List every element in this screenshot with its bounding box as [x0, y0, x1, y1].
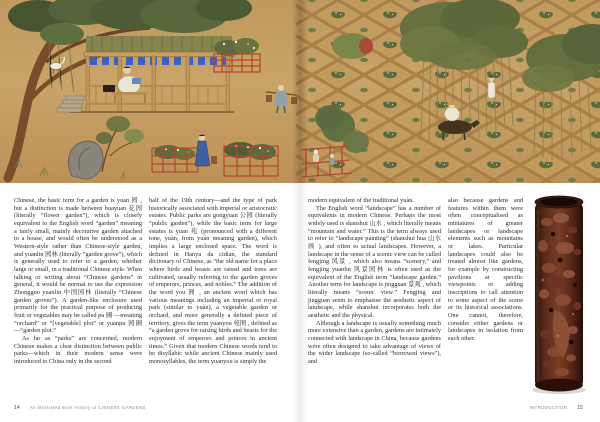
- right-page-footer: [529, 405, 583, 411]
- left-page-column-1: [14, 197, 142, 366]
- figure-in-bamboo: [488, 76, 495, 98]
- garden-painting: [0, 0, 600, 183]
- paragraph: also because gardens and features within them were often conceptualised as miniatures of greater landscapes or landscape elements such as mountains or lakes. Particular landscapes could also be treated almost like gardens, for example by constructing pavilions at specific viewpoints or adding inscriptions to call attention to some aspect of the scene or its historical associations. One cannot, therefore, consider either gardens or landscapes in isolation from each other.: [448, 197, 523, 343]
- page-right: [300, 183, 600, 422]
- garden-rock: [68, 141, 103, 179]
- paragraph: The English word “landscape” has a number of equivalents in modern Chinese. Perhaps the most widely used is shanshui 山水 , which literally means “mountain and water.” This is the term always used to refer to “landscape painting” (shanshui hua 山水画 ), and often to actual landscapes. However, a landscape in the sense of a scenic view can be called fengjing 风景 , which also means “scenery,” and fengjing yuanlin 风景园林 is often used as the equivalent of the English term “landscape garden.” Another term for landscape is jingguan 景观 , which literally means “scenic view.” Fengjing and jingguan seem to emphasise the aesthetic aspect of landscape, while shanshui incorporates both the aesthetic and the physical.: [308, 204, 441, 320]
- paragraph: modern equivalent of the traditional yuàn.: [308, 197, 414, 204]
- right-page-column-2: [448, 197, 523, 366]
- paragraph: half of the 19th century—and the type of park historically associated with imperial or aristocratic estates. Public parks are gongyuan 公园 (literally “public garden”), while the basic term for large estates is yuan 苑 (pronounced with a different tone, yuàn, from yuán meaning garden), which implies a large enclosed space. The word is defined in Hanyu da cidian, the standard dictionary of Chinese, as “the old name for a place where birds and beasts are raised and trees are cultivated, usually referring to the garden groves of emperors, princes, and nobles.” The addition of the word you 囿 , an ancient word which has various meanings including an imperial or royal park (similar to yuàn), a vegetable garden or orchard, and more generally a defined piece of territory, gives the term yuanyou 苑囿 , defined as “a garden grove for raising birds and beasts for the enjoyment of emperors and princes in ancient times.” Given that modern Chinese words tend to be disyllabic while ancient Chinese mainly used monosyllables, the term yuanyou is simply the: [149, 197, 277, 366]
- right-page-column-1: [308, 197, 441, 366]
- paragraph: Although a landscape is usually something much more extensive than a garden, gardens are intimately connected with landscape in China, because gardens were often designed to take advantage of views of the wider landscape (so-called “borrowed views”), and: [308, 319, 441, 366]
- page-left: [0, 183, 300, 422]
- paragraph: As far as “parks” are concerned, modern Chinese makes a clear distinction between public parks—which in their modern sense were introduced to China only in the second: [14, 335, 142, 366]
- left-page-footer: [14, 405, 146, 411]
- carved-cylinder-art: [525, 190, 593, 396]
- left-page-column-2: [149, 197, 277, 366]
- paragraph: Chinese, the basic term for a garden is yuan 园 , but a distinction is made between huayuan 花园 (literally “flower garden”), which is closely equivalent to the English word “garden” meaning a fairly small, mainly decorative garden attached to a house, and would often be understood as a Western-style rather than Chinese-style garden, and yuanlin 园林 (literally “garden grove”), which is generally used to refer to a garden, whether large or small, in a traditional Chinese style. When talking or writing about “Chinese gardens” in general, it would be normal to use the expression Zhongguo yuanlin 中国园林 (literally “Chinese garden groves”). A garden-like enclosure used primarily for the practical purpose of producing fruit or vegetables may be called pu 圃 —meaning “orchard” or “[vegetable] plot” or yuanpu 园圃 —“garden plot.”: [14, 197, 142, 335]
- running-footer-left: An Illustrated Brief History of CHINESE GARDENS: [29, 405, 146, 410]
- page-number-left: 14: [14, 405, 20, 411]
- carved-cylinder-photo: [525, 190, 593, 396]
- running-footer-right: INTRODUCTION: [529, 405, 568, 410]
- page-number-right: 15: [577, 405, 583, 411]
- garden-painting-art: [0, 0, 600, 183]
- gutter-shadow: [292, 0, 308, 183]
